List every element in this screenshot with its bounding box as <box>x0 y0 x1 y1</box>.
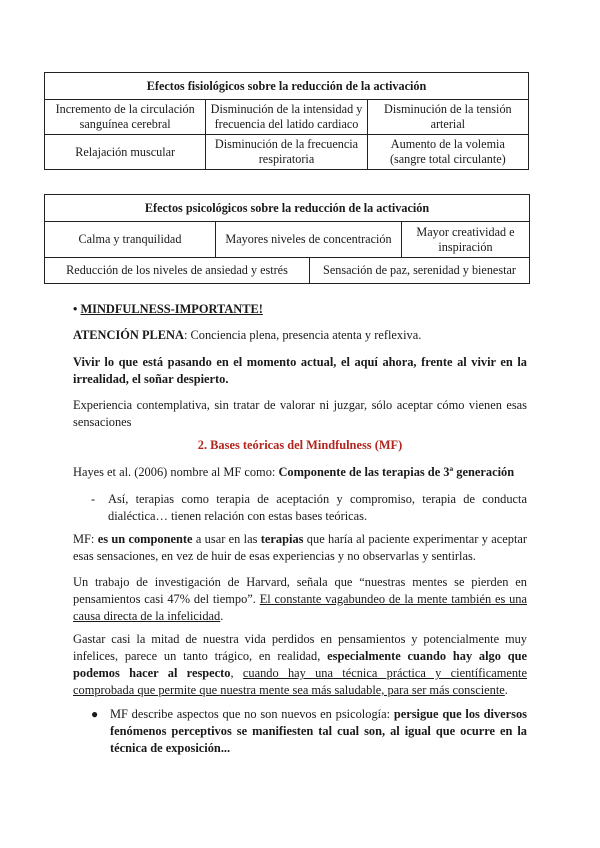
hayes-bold: Componente de las terapias de 3ª generación <box>278 465 515 479</box>
bullet-part1: MF describe aspectos que no son nuevos en psicología: <box>110 707 394 721</box>
mindfulness-heading <box>73 301 527 318</box>
table-cell: Reducción de los niveles de ansiedad y estrés <box>45 258 310 284</box>
harvard-text: Un trabajo de investigación de Harvard, señala que “nuestras mentes se pierden en pensamientos casi 47% del tiempo”. <box>73 575 527 606</box>
hayes-intro: Hayes et al. (2006) nombre al MF como: <box>73 465 279 479</box>
gastar-end: . <box>504 683 508 697</box>
table-fisiologicos-title: Efectos fisiológicos sobre la reducción de la activación <box>45 73 529 100</box>
gastar-bold: especialmente cuando hay algo que podemos hacer al respecto <box>73 649 527 680</box>
hayes-paragraph <box>73 464 527 481</box>
gastar-underlined: cuando hay una técnica práctica y científicamente comprobada que permite que nuestra mente sea más saludable, para ser más consciente <box>73 666 527 697</box>
heading-bullet: • <box>73 302 78 316</box>
bullet-bold: persigue que los diversos fenómenos perceptivos se manifiesten tal cual son, al igual que ocurre en la técnica de exposición... <box>110 707 527 755</box>
table-cell: Mayor creatividad e inspiración <box>402 222 530 258</box>
table-cell: Aumento de la volemia (sangre total circulante) <box>367 135 528 170</box>
mf-part2: a usar en las <box>192 532 261 546</box>
table-cell: Calma y tranquilidad <box>45 222 216 258</box>
gastar-part2: , <box>230 666 243 680</box>
gastar-paragraph <box>73 631 527 699</box>
table-cell: Disminución de la frecuencia respiratoria <box>206 135 367 170</box>
bullet-marker: ● <box>91 707 99 721</box>
table-cell: Mayores niveles de concentración <box>216 222 402 258</box>
table-cell: Disminución de la tensión arterial <box>367 100 528 135</box>
heading-text: MINDFULNESS-IMPORTANTE! <box>80 302 263 316</box>
harvard-underlined: El constante vagabundeo de la mente también es una causa directa de la infelicidad <box>73 592 527 623</box>
mf-bold1: es un componente <box>97 532 193 546</box>
mf-paragraph <box>73 531 527 565</box>
mf-part3: que haría al paciente experimentar y aceptar esas sensaciones, en vez de huir de esas experiencias y no observarlas y sentirlas. <box>73 532 528 563</box>
table-cell: Relajación muscular <box>45 135 206 170</box>
mf-bold2: terapias <box>260 532 304 546</box>
table-cell: Disminución de la intensidad y frecuencia del latido cardiaco <box>206 100 367 135</box>
table-efectos-fisiologicos <box>44 72 529 170</box>
table-cell: Incremento de la circulación sanguínea cerebral <box>45 100 206 135</box>
vivir-paragraph: Vivir lo que está pasando en el momento actual, el aquí ahora, frente al vivir en la irrealidad, el soñar despierto. <box>73 355 527 386</box>
experiencia-paragraph: Experiencia contemplativa, sin tratar de valorar ni juzgar, sólo aceptar cómo vienen esas sensaciones <box>73 398 527 429</box>
dash-marker: - <box>91 492 96 506</box>
table-psicologicos-title: Efectos psicológicos sobre la reducción de la activación <box>45 195 530 222</box>
bullet-item-text <box>110 706 527 757</box>
harvard-end: . <box>220 609 224 623</box>
dash-item-text: Así, terapias como terapia de aceptación y compromiso, terapia de conducta dialéctica… tienen relación con estas bases teóricas. <box>108 492 527 523</box>
section-title: 2. Bases teóricas del Mindfulness (MF) <box>197 438 403 452</box>
table-efectos-psicologicos <box>44 194 530 284</box>
table-cell: Sensación de paz, serenidad y bienestar <box>310 258 530 284</box>
atencion-plena-definition: : Conciencia plena, presencia atenta y reflexiva. <box>183 328 422 342</box>
atencion-plena-paragraph <box>73 327 527 344</box>
atencion-plena-term: ATENCIÓN PLENA <box>73 328 184 342</box>
harvard-paragraph <box>73 574 527 625</box>
mf-part1: MF: <box>73 532 98 546</box>
gastar-part1: Gastar casi la mitad de nuestra vida perdidos en pensamientos y potencialmente muy infelices, parece un tanto trágico, en realidad, <box>73 632 527 663</box>
